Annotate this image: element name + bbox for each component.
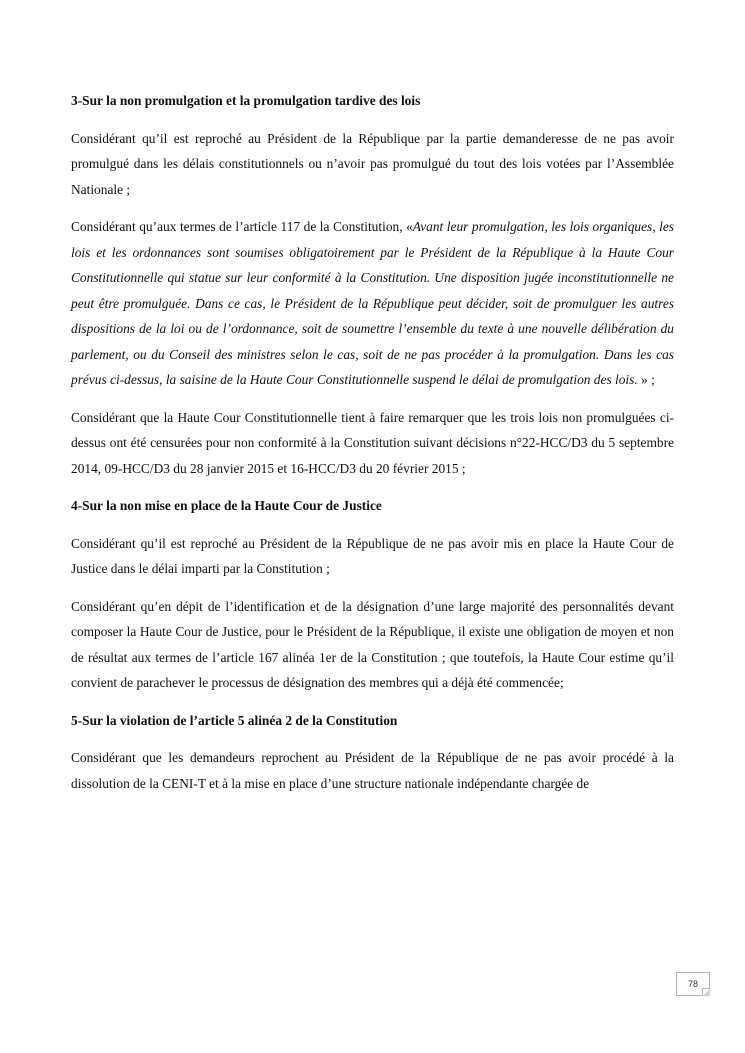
page-number-badge: [676, 972, 710, 996]
section-5-heading: 5-Sur la violation de l’article 5 alinéa 2 de la Constitution: [71, 712, 398, 728]
section-4-paragraph-2: Considérant qu’en dépit de l’identification et de la désignation d’une large majorité des personnalités devant composer la Haute Cour de Justice, pour le Président de la République, il existe une obligation de moyen et non de résultat aux termes de l’article 167 alinéa 1er de la Constitution ; que toutefois, la Haute Cour estime qu’il convient de parachever le processus de désignation des membres qui a déjà été commencée;: [71, 598, 674, 690]
article-117-intro: Considérant qu’aux termes de l’article 117 de la Constitution, «: [71, 219, 413, 234]
section-3-paragraph-1: Considérant qu’il est reproché au Président de la République par la partie demanderesse de ne pas avoir promulgué dans les délais constitutionnels ou n’avoir pas promulgué du tout des lois votées par l’Assemblée Nationale ;: [71, 130, 674, 197]
section-4-paragraph-1: Considérant qu’il est reproché au Président de la République de ne pas avoir mis en place la Haute Cour de Justice dans le délai imparti par la Constitution ;: [71, 535, 674, 576]
article-117-quote-part-1: Avant leur promulgation, les lois organiques, les lois et les ordonnances sont soumises obligatoirement par le Président de la République à la Haute Cour Constitutionnelle qui statue sur leur conformité à la Constitution. Une disposition jugée inconstitutionnelle ne peut être promulguée. Dans ce cas, le Président de la République peut décider, soit de promulguer les autres dispositions de la loi ou de l’ordonnance, soit de soumettre l’ensemble du texte à une nouvelle délibération du parlement, ou du Conseil des ministres selon le cas, soit de ne pas procéder à la promulgation.: [71, 219, 674, 362]
section-3-paragraph-3: Considérant que la Haute Cour Constitutionnelle tient à faire remarquer que les trois lois non promulguées ci-dessus ont été censurées pour non conformité à la Constitution suivant décisions n°22-HCC/D3 du 5 septembre 2014, 09-HCC/D3 du 28 janvier 2015 et 16-HCC/D3 du 20 février 2015 ;: [71, 409, 674, 476]
section-3-heading: 3-Sur la non promulgation et la promulgation tardive des lois: [71, 93, 421, 108]
page-content: [71, 88, 674, 796]
article-117-close: » ;: [637, 372, 655, 387]
section-4-heading: 4-Sur la non mise en place de la Haute Cour de Justice: [71, 498, 382, 513]
page-corner-fold-icon: [702, 988, 710, 996]
page-number: 78: [687, 979, 698, 989]
section-5-paragraph-1: Considérant que les demandeurs reprochent au Président de la République de ne pas avoir procédé à la dissolution de la CENI-T et à la mise en place d’une structure nationale indépendante chargée de: [71, 750, 674, 791]
section-3-paragraph-2: [71, 214, 674, 393]
article-117-quote-part-2: Dans les cas prévus ci-dessus, la saisine de la Haute Cour Constitutionnelle suspend le délai de promulgation des lois.: [71, 346, 674, 387]
